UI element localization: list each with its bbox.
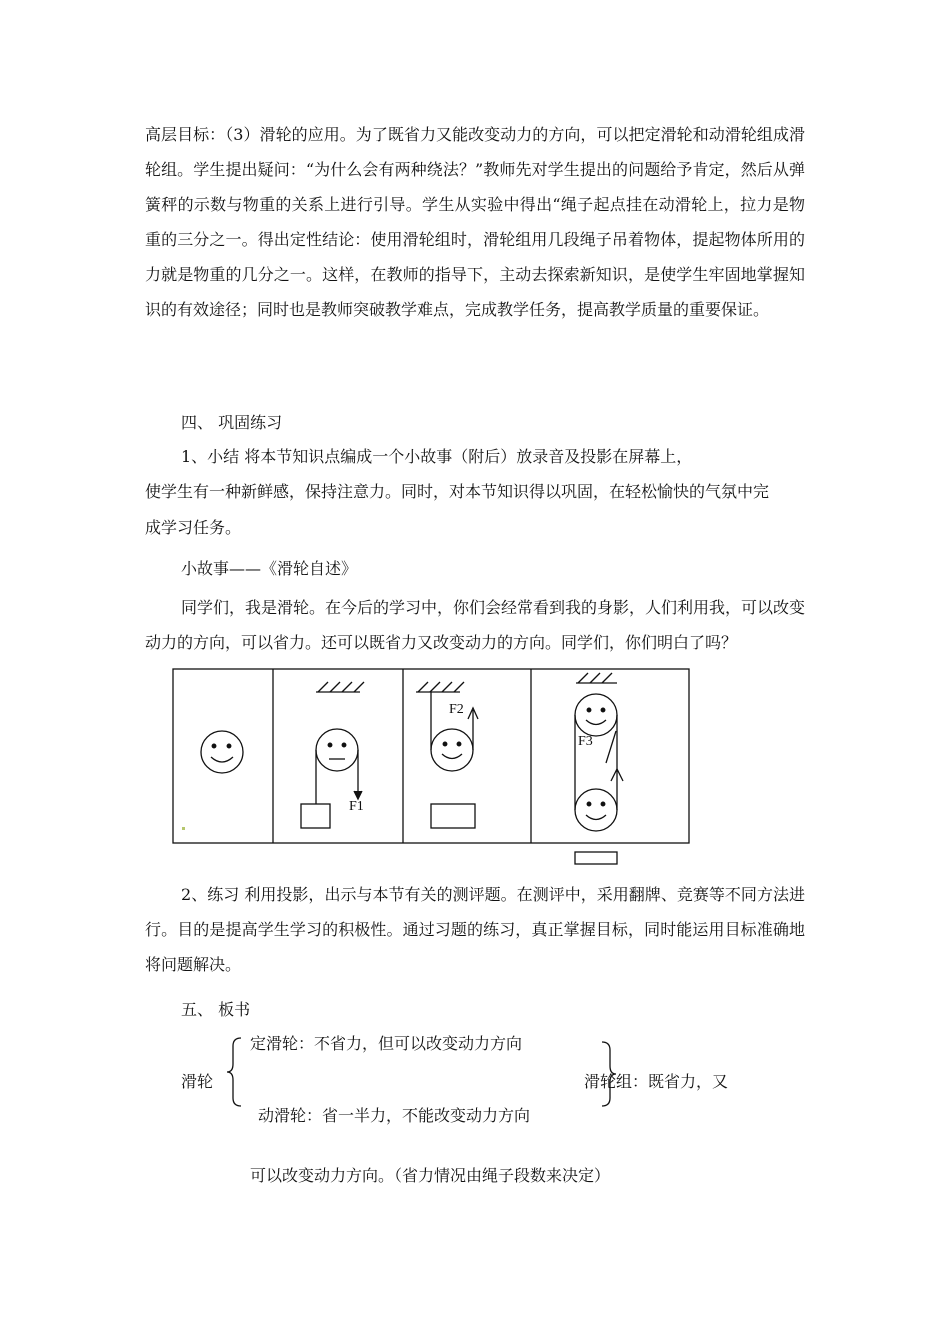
story-text: 同学们，我是滑轮。在今后的学习中，你们会经常看到我的身影，人们利用我，可以改变动力的方向，可以省力。还可以既省力又改变动力的方向。同学们，你们明白了吗？ bbox=[145, 598, 806, 652]
board-pulley-block: 滑轮组：既省力，又 bbox=[584, 1072, 729, 1091]
force-label-f3: F3 bbox=[578, 734, 593, 749]
story-title: 小故事——《滑轮自述》 bbox=[181, 559, 358, 578]
summary-line-3: 成学习任务。 bbox=[145, 518, 242, 537]
left-brace bbox=[225, 1036, 245, 1108]
paragraph-high-level-goal: 高层目标：（3）滑轮的应用。为了既省力又能改变动力的方向，可以把定滑轮和动滑轮组成滑轮组。学生提出疑问：“为什么会有两种绕法？”教师先对学生提出的问题给予肯定，然后从弹簧秤的示数与物重的关系上进行引导。学生从实验中得出“绳子起点挂在动滑轮上，拉力是物重的三分之一。得出定性结论：使用滑轮组时，滑轮组用几段绳子吊着物体，提起物体所用的力就是物重的几分之一。这样，在教师的指导下，主动去探索新知识，是使学生牢固地掌握知识的有效途径；同时也是教师突破教学难点，完成教学任务，提高教学质量的重要保证。 bbox=[145, 125, 805, 319]
dust-dot bbox=[182, 827, 185, 830]
smiley-pulley-free bbox=[201, 731, 243, 773]
section-5-heading: 五、 板书 bbox=[181, 1000, 251, 1019]
board-fixed-pulley: 定滑轮：不省力，但可以改变动力方向 bbox=[250, 1034, 523, 1053]
board-pulley-block-continued: 可以改变动力方向。（省力情况由绳子段数来决定） bbox=[250, 1166, 611, 1185]
force-label-f2: F2 bbox=[449, 702, 464, 717]
board-movable-pulley: 动滑轮：省一半力，不能改变动力方向 bbox=[258, 1106, 531, 1125]
board-root-label: 滑轮 bbox=[181, 1072, 214, 1091]
movable-pulley-panel bbox=[416, 682, 478, 828]
pulley-block-panel bbox=[575, 673, 623, 864]
practice-paragraph: 2、练习 利用投影，出示与本节有关的测评题。在测评中，采用翻牌、竞赛等不同方法进行。目的是提高学生学习的积极性。通过习题的练习，真正掌握目标，同时能运用目标准确地将问题解决。 bbox=[145, 885, 805, 974]
summary-line-2: 使学生有一种新鲜感，保持注意力。同时，对本节知识得以巩固，在轻松愉快的气氛中完 bbox=[145, 482, 770, 501]
section-4-heading: 四、 巩固练习 bbox=[181, 413, 283, 432]
force-label-f1: F1 bbox=[349, 799, 364, 814]
summary-line-1: 1、小结 将本节知识点编成一个小故事（附后）放录音及投影在屏幕上， bbox=[181, 447, 693, 466]
